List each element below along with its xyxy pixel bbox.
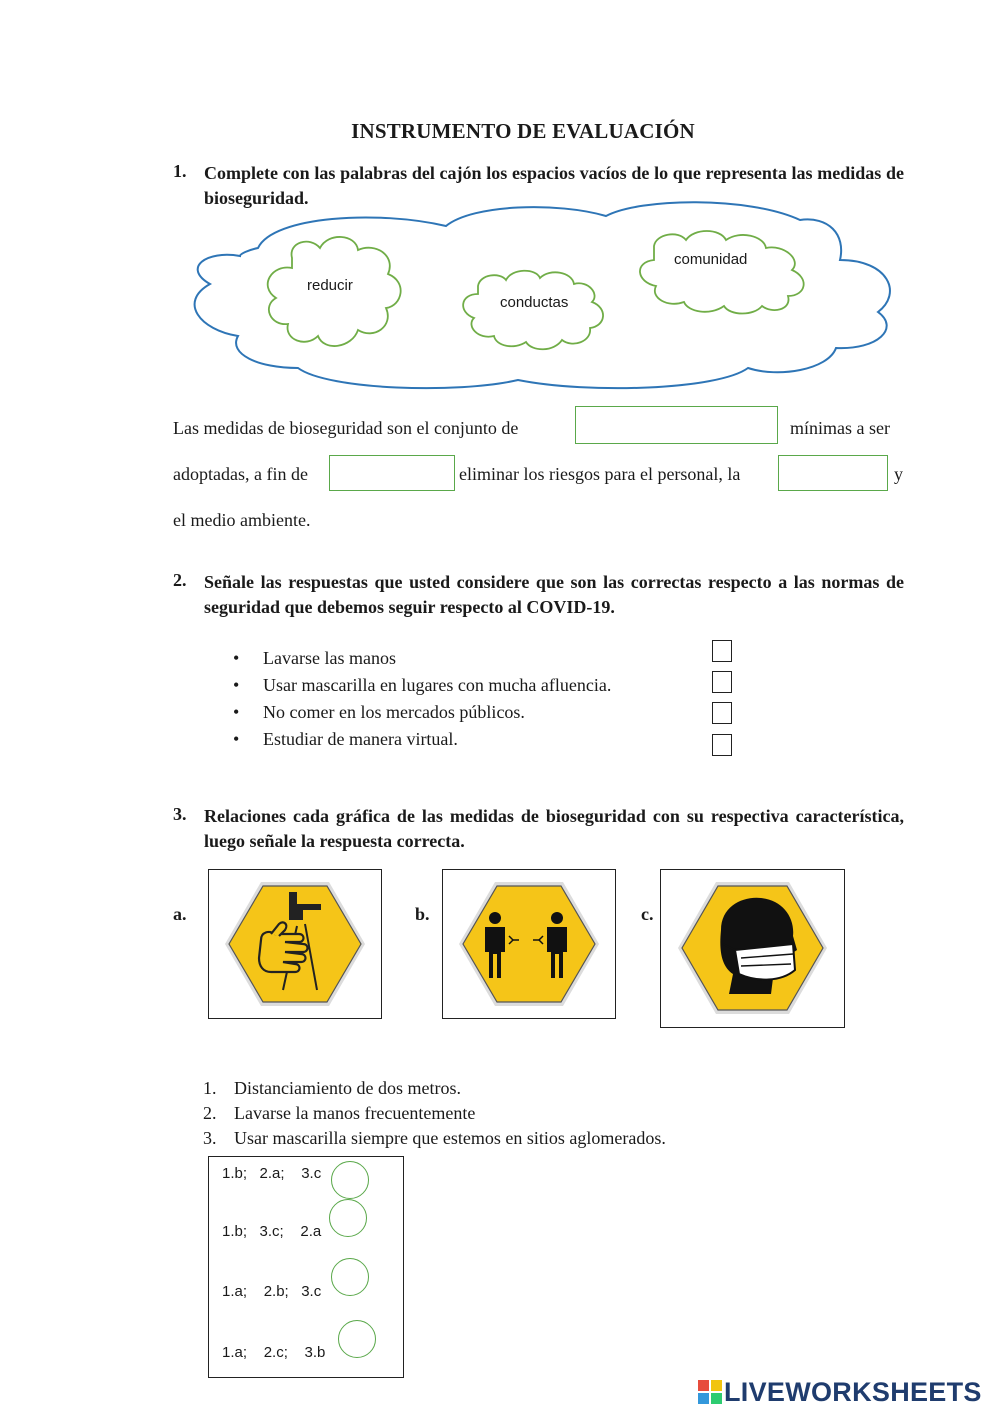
q1-text: Complete con las palabras del cajón los espacios vacíos de lo que representa las medidas de bioseguridad. — [204, 163, 904, 208]
option-2-label: 1.b; 3.c; 2.a — [222, 1223, 322, 1240]
bullet-dot: • — [233, 675, 240, 695]
q1-number: 1. — [173, 161, 187, 181]
bullet-dot: • — [233, 648, 240, 668]
image-label-a: a. — [173, 904, 187, 924]
social-distance-icon — [443, 870, 615, 1018]
list-item — [233, 673, 611, 700]
face-mask-icon — [661, 870, 844, 1027]
q3-number: 3. — [173, 804, 187, 824]
q2-item-label: Usar mascarilla en lugares con mucha afluencia. — [263, 675, 612, 695]
char-1-number: 1. — [203, 1078, 217, 1098]
checkbox-item-4[interactable] — [712, 734, 732, 756]
q2-number: 2. — [173, 570, 187, 590]
sentence-part2: mínimas a ser — [790, 418, 890, 438]
blank-1-input[interactable] — [575, 406, 778, 444]
page-title: INSTRUMENTO DE EVALUACIÓN — [351, 119, 695, 143]
char-2-number: 2. — [203, 1103, 217, 1123]
sentence-part1: Las medidas de bioseguridad son el conjunto de — [173, 418, 519, 438]
word-reducir: reducir — [307, 277, 353, 294]
q2-item-label: Lavarse las manos — [263, 648, 396, 668]
list-item — [233, 646, 611, 673]
option-3-radio[interactable] — [331, 1258, 369, 1296]
option-1-label: 1.b; 2.a; 3.c — [222, 1165, 322, 1182]
image-label-b: b. — [415, 904, 430, 924]
blank-2-input[interactable] — [329, 455, 455, 491]
hand-washing-icon — [209, 870, 381, 1018]
blank-3-input[interactable] — [778, 455, 888, 491]
char-3-number: 3. — [203, 1128, 217, 1148]
sign-b-frame — [442, 869, 616, 1019]
checkbox-item-2[interactable] — [712, 671, 732, 693]
option-4-label: 1.a; 2.c; 3.b — [222, 1344, 326, 1361]
q2-item-label: Estudiar de manera virtual. — [263, 729, 458, 749]
list-item — [233, 727, 611, 754]
sign-a-frame — [208, 869, 382, 1019]
char-1-text: Distanciamiento de dos metros. — [234, 1078, 461, 1098]
q2-list — [233, 646, 611, 754]
q3-text: Relaciones cada gráfica de las medidas de bioseguridad con su respectiva característica, luego señale la respuesta correcta. — [204, 806, 904, 851]
option-4-radio[interactable] — [338, 1320, 376, 1358]
char-2-text: Lavarse la manos frecuentemente — [234, 1103, 476, 1123]
bullet-dot: • — [233, 702, 240, 722]
sentence-part5: y — [894, 464, 903, 484]
list-item — [233, 700, 611, 727]
sentence-part6: el medio ambiente. — [173, 510, 311, 530]
q2-item-label: No comer en los mercados públicos. — [263, 702, 525, 722]
image-label-c: c. — [641, 904, 654, 924]
option-2-radio[interactable] — [329, 1199, 367, 1237]
brand-wordmark: LIVEWORKSHEETS — [724, 1377, 982, 1407]
checkbox-item-3[interactable] — [712, 702, 732, 724]
char-3-text: Usar mascarilla siempre que estemos en sitios aglomerados. — [234, 1128, 666, 1148]
sentence-part3: adoptadas, a fin de — [173, 464, 308, 484]
checkbox-item-1[interactable] — [712, 640, 732, 662]
liveworksheets-logo-icon — [698, 1380, 722, 1404]
word-conductas: conductas — [500, 294, 569, 311]
sentence-part4: eliminar los riesgos para el personal, la — [459, 464, 741, 484]
word-comunidad: comunidad — [674, 251, 748, 268]
sign-c-frame — [660, 869, 845, 1028]
q2-text: Señale las respuestas que usted considere que son las correctas respecto a las normas de seguridad que debemos seguir respecto al COVID-19. — [204, 572, 904, 617]
option-3-label: 1.a; 2.b; 3.c — [222, 1283, 322, 1300]
bullet-dot: • — [233, 729, 240, 749]
option-1-radio[interactable] — [331, 1161, 369, 1199]
